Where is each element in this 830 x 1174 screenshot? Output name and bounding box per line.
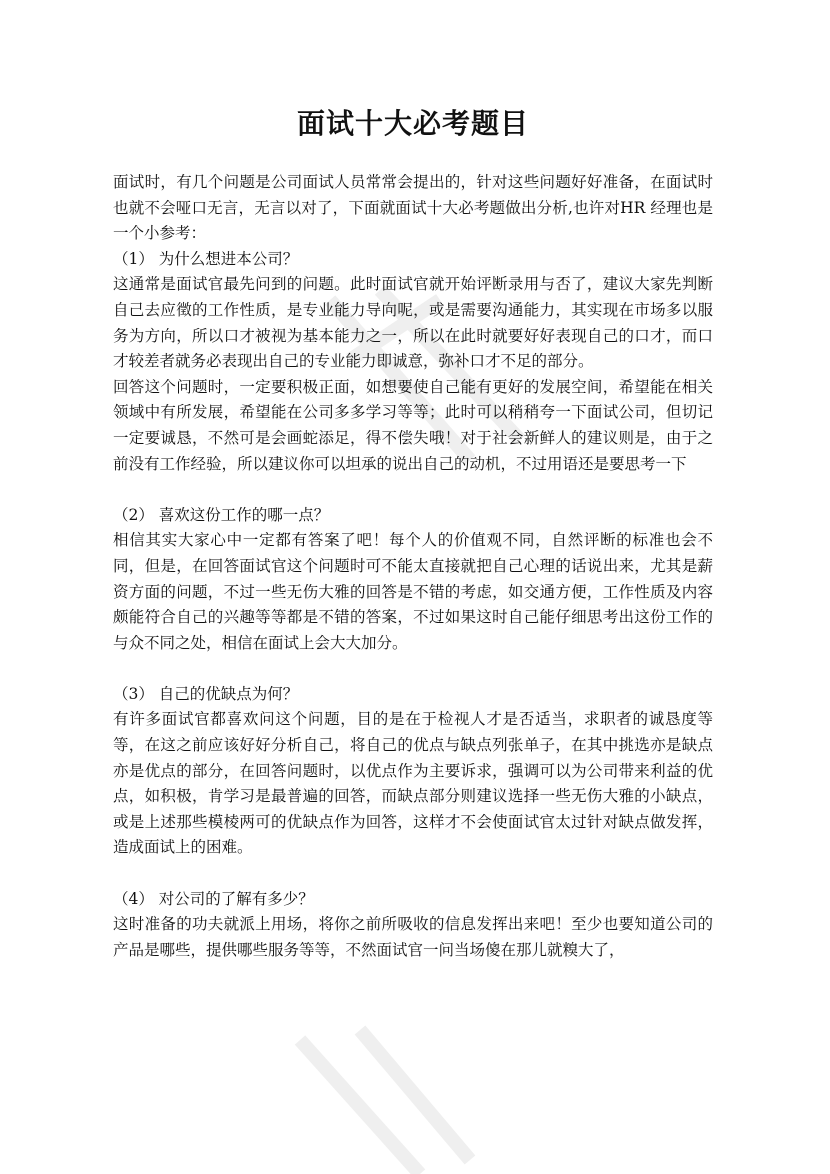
question-2-paragraph-1: 相信其实大家心中一定都有答案了吧！每个人的价值观不同，自然评断的标准也会不同，但是，在回答面试官这个问题时可不能太直接就把自己心理的话说出来，尤其是薪资方面的问题，不过一些无伤大雅的回答是不错的考虑，如交通方便，工作性质及内容颇能符合自己的兴趣等等都是不错的答案，不过如果这时自己能仔细思考出这份工作的与众不同之处，相信在面试上会大大加分。 <box>113 531 713 652</box>
blank-line <box>113 656 713 682</box>
question-1-heading: （1） 为什么想进本公司？ <box>113 249 299 268</box>
question-3-paragraph-1: 有许多面试官都喜欢问这个问题，目的是在于检视人才是否适当，求职者的诚恳度等等，在这之前应该好好分析自己，将自己的优点与缺点列张单子，在其中挑选亦是缺点亦是优点的部分，在回答问题时，以优点作为主要诉求，强调可以为公司带来利益的优点，如积极，肯学习是最普遍的回答，而缺点部分则建议选择一些无伤大雅的小缺点，或是上述那些模棱两可的优缺点作为回答，这样才不会使面试官太过针对缺点做发挥，造成面试上的困难。 <box>113 710 713 857</box>
question-1-paragraph-1: 这通常是面试官最先问到的问题。此时面试官就开始评断录用与否了，建议大家先判断自己去应徵的工作性质，是专业能力导向呢，或是需要沟通能力，其实现在市场多以服务为方向，所以口才被视为基本能力之一，所以在此时就要好好表现自己的口才，而口才较差者就务必表现出自己的专业能力即诚意，弥补口才不足的部分。 <box>113 275 713 371</box>
question-2-heading: （2） 喜欢这份工作的哪一点？ <box>113 505 330 524</box>
question-3-heading: （3） 自己的优缺点为何？ <box>113 684 299 703</box>
document-page <box>113 0 713 963</box>
document-title: 面试十大必考题目 <box>296 107 529 140</box>
question-1-paragraph-2: 回答这个问题时，一定要积极正面，如想要使自己能有更好的发展空间，希望能在相关领域中有所发展，希望能在公司多多学习等等；此时可以稍稍夸一下面试公司，但切记一定要诚恳，不然可是会画蛇添足，得不偿失哦！对于社会新鲜人的建议则是，由于之前没有工作经验，所以建议你可以坦承的说出自己的动机，不过用语还是要思考一下 <box>113 377 713 473</box>
intro-paragraph: 面试时，有几个问题是公司面试人员常常会提出的，针对这些问题好好准备，在面试时也就不会哑口无言，无言以对了，下面就面试十大必考题做出分析,也许对HR 经理也是一个小参考： <box>113 173 713 243</box>
blank-line <box>113 861 713 887</box>
question-4-paragraph-1: 这时准备的功夫就派上用场，将你之前所吸收的信息发挥出来吧！至少也要知道公司的产品是哪些，提供哪些服务等等，不然面试官一问当场傻在那儿就糗大了， <box>113 915 713 959</box>
document-body <box>113 170 713 963</box>
question-4-heading: （4） 对公司的了解有多少？ <box>113 889 314 908</box>
blank-line <box>113 477 713 503</box>
